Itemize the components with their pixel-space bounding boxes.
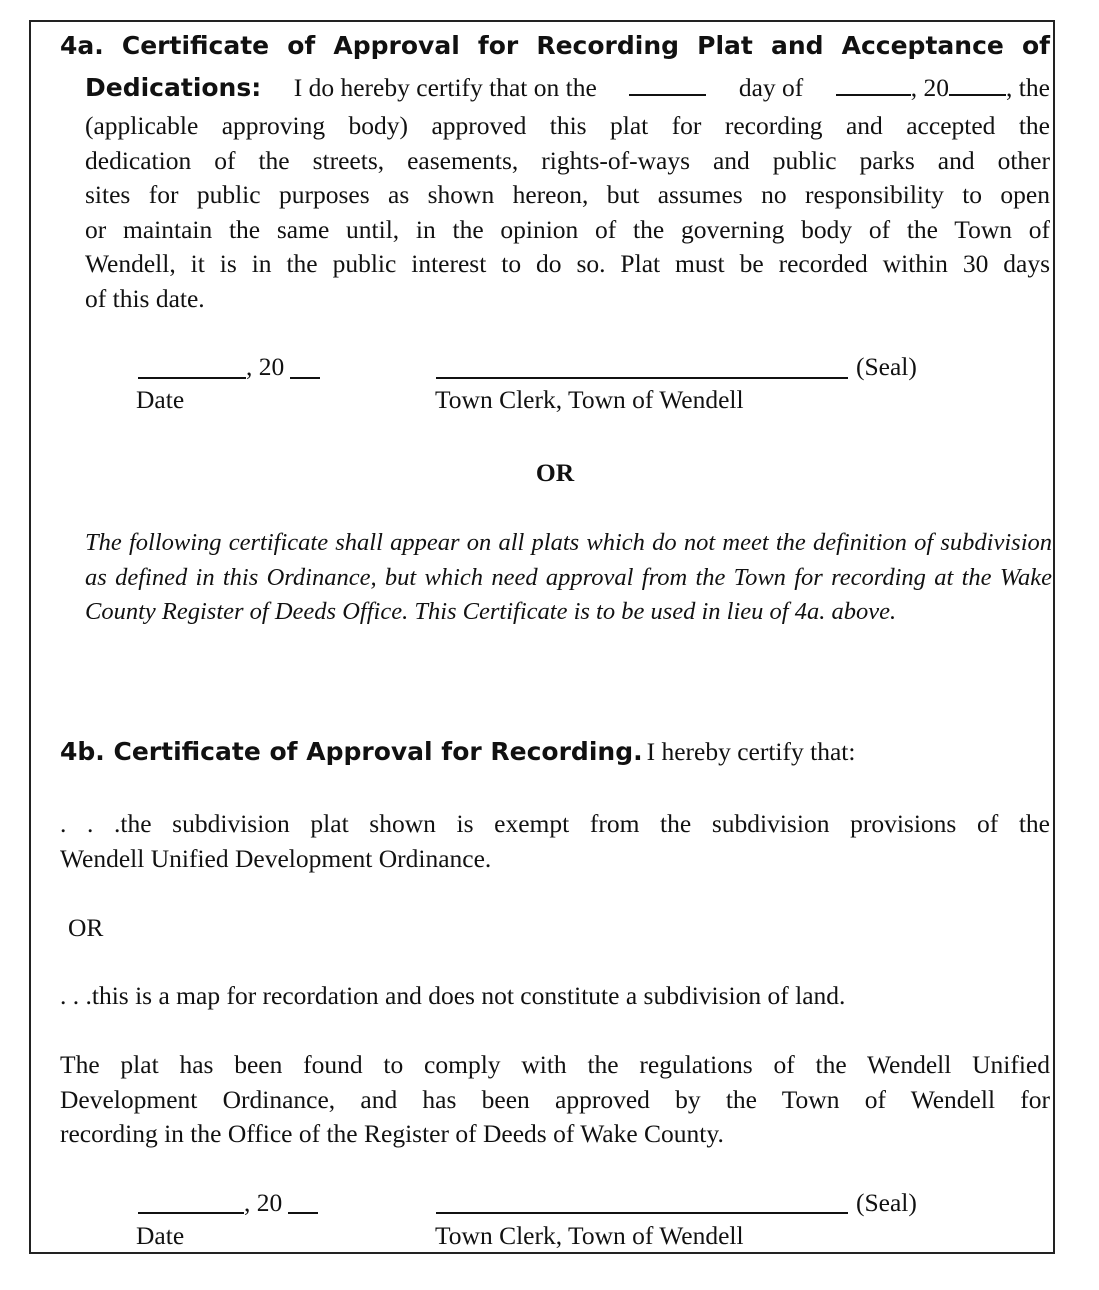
clerk-label-4a: Town Clerk, Town of Wendell	[435, 385, 744, 414]
year-prefix: , 20	[910, 73, 950, 102]
section-4b-heading-tail: I hereby certify that:	[646, 737, 856, 766]
intro-before-day: I do hereby certify that on the	[293, 73, 597, 102]
seal-label-4a: (Seal)	[856, 352, 917, 381]
or-divider: OR	[535, 458, 575, 487]
italic-note-line: as defined in this Ordinance, but which need approval from the Town for recording at the Wake	[85, 563, 1052, 591]
comma-the: , the	[1006, 73, 1050, 102]
body-line: Wendell, it is in the public interest to do so. Plat must be recorded within 30 days	[85, 249, 1050, 278]
date-signature-line-4b[interactable]	[138, 1212, 244, 1214]
date-year-4b: , 20	[244, 1188, 283, 1217]
month-blank[interactable]	[836, 72, 911, 96]
section-4a-first-line	[85, 71, 1050, 107]
or-label-4b: OR	[68, 913, 104, 942]
italic-note-line: The following certificate shall appear on all plats which do not meet the definition of subdivision	[85, 529, 1052, 556]
body-line: (applicable approving body) approved this plat for recording and accepted the	[85, 111, 1050, 140]
clerk-signature-line-4a[interactable]	[436, 377, 848, 379]
month-year-group	[836, 71, 1050, 106]
body-line: sites for public purposes as shown hereon, but assumes no responsibility to open	[85, 180, 1050, 209]
compliance-line: The plat has been found to comply with the regulations of the Wendell Unified	[60, 1050, 1050, 1079]
date-label-4a: Date	[136, 385, 185, 414]
compliance-statement	[60, 1048, 1050, 1152]
clerk-label-4b: Town Clerk, Town of Wendell	[435, 1221, 744, 1250]
compliance-line: Development Ordinance, and has been approved by the Town of Wendell for	[60, 1084, 1050, 1114]
compliance-line: recording in the Office of the Register of Deeds of Wake County.	[60, 1119, 724, 1148]
option-1-line: . . .the subdivision plat shown is exempt from the subdivision provisions of the	[60, 809, 1050, 838]
option-2: . . .this is a map for recordation and does not constitute a subdivision of land.	[60, 981, 846, 1010]
option-1-line: Wendell Unified Development Ordinance.	[60, 843, 492, 873]
year-blank[interactable]	[949, 72, 1006, 96]
seal-label-4b: (Seal)	[856, 1188, 917, 1217]
dedications-label: Dedications:	[85, 73, 262, 102]
year-signature-line-4b[interactable]	[288, 1212, 318, 1214]
date-signature-line-4a[interactable]	[138, 377, 246, 379]
option-1	[60, 807, 1050, 876]
year-signature-line-4a[interactable]	[290, 377, 320, 379]
date-label-4b: Date	[136, 1221, 185, 1250]
date-year-4a: , 20	[246, 352, 285, 381]
section-4a-heading: 4a. Certificate of Approval for Recording Plat and Acceptance of	[60, 31, 1050, 60]
italic-note-line: County Register of Deeds Office. This Certificate is to be used in lieu of 4a. above.	[85, 598, 897, 625]
section-4b-heading: 4b. Certificate of Approval for Recording.	[60, 737, 643, 766]
section-4b-heading-line	[60, 735, 1050, 770]
italic-note	[85, 526, 1052, 630]
body-line: dedication of the streets, easements, rights-of-ways and public parks and other	[85, 145, 1050, 175]
clerk-signature-line-4b[interactable]	[436, 1212, 848, 1214]
day-blank[interactable]	[629, 72, 706, 96]
body-line: or maintain the same until, in the opinion of the governing body of the Town of	[85, 214, 1050, 244]
day-of-text: day of	[738, 73, 804, 102]
body-line: of this date.	[85, 283, 205, 313]
section-4a-body	[85, 109, 1050, 316]
